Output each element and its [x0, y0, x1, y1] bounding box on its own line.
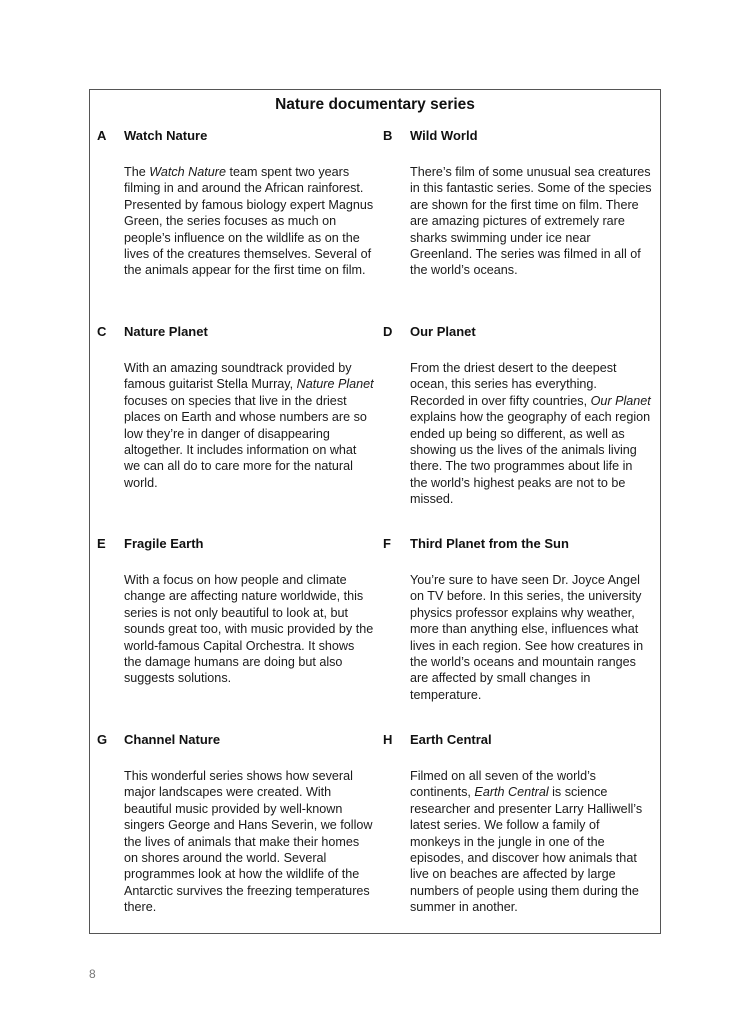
entry-letter: D — [383, 324, 393, 339]
entry-heading — [383, 128, 652, 146]
series-description: Filmed on all seven of the world’s continents, Earth Central is science researcher and presenter Larry Halliwell’s latest series. We follow a family of monkeys in the jungle in one of the episodes, and discover how animals that live on beaches are affected by large numbers of people using them during the summer in another. — [410, 769, 643, 915]
entry-letter: B — [383, 128, 393, 143]
page-title: Nature documentary series — [275, 96, 475, 113]
entry-b — [383, 128, 652, 279]
series-title-italic: Nature Planet — [296, 377, 374, 392]
series-title-italic: Watch Nature — [149, 165, 226, 179]
entry-letter: A — [97, 128, 107, 143]
entry-heading — [97, 128, 374, 146]
entry-heading — [97, 732, 374, 750]
series-name: Earth Central — [410, 732, 492, 747]
entry-c — [97, 324, 374, 491]
entry-a — [97, 128, 374, 279]
entry-letter: H — [383, 732, 393, 747]
entry-h — [383, 732, 652, 916]
series-description: There’s film of some unusual sea creatures in this fantastic series. Some of the species are shown for the first time on film. There are amazing pictures of extremely rare sharks swimming under ice near Greenland. The series was filmed in all of the world’s oceans. — [410, 165, 652, 278]
entry-letter: E — [97, 536, 106, 551]
entry-letter: C — [97, 324, 107, 339]
entry-e — [97, 536, 374, 687]
series-name: Third Planet from the Sun — [410, 536, 569, 551]
entry-g — [97, 732, 374, 916]
series-description: The Watch Nature team spent two years filming in and around the African rainforest. Presented by famous biology expert Magnus Green, the series focuses as much on people’s influence on the wildlife as on the lives of the creatures themselves. Several of the animals appear for the first time on film. — [124, 165, 374, 278]
series-name: Nature Planet — [124, 324, 208, 339]
series-description: With an amazing soundtrack provided by famous guitarist Stella Murray, Nature Planet focuses on species that live in the driest places on Earth and whose numbers are so low they’re in danger of disappearing altogether. It includes information on what we can all do to care more for the natural world. — [124, 361, 374, 490]
entry-d — [383, 324, 652, 508]
series-description: This wonderful series shows how several major landscapes were created. With beautiful music provided by well-known singers George and Hans Severin, we follow the lives of animals that make their homes on shores around the world. Several programmes look at how the wildlife of the Antarctic survives the freezing temperatures there. — [124, 769, 373, 915]
series-name: Watch Nature — [124, 128, 208, 143]
entry-f — [383, 536, 652, 703]
series-title-italic: Our Planet — [590, 393, 651, 408]
series-name: Our Planet — [410, 324, 476, 339]
entry-letter: G — [97, 732, 108, 747]
series-name: Channel Nature — [124, 732, 221, 747]
series-name: Wild World — [410, 128, 478, 143]
series-name: Fragile Earth — [124, 536, 204, 551]
entry-heading — [97, 536, 374, 554]
entry-letter: F — [383, 536, 391, 551]
page-number: 8 — [89, 967, 96, 981]
series-description: From the driest desert to the deepest ocean, this series has everything. Recorded in over fifty countries, Our Planet explains how the geography of each region ended up being so different, as well as showing us the lives of the animals living there. The two programmes about life in the world’s highest peaks are not to be missed. — [410, 361, 651, 507]
entry-heading — [383, 536, 652, 554]
series-title-italic: Earth Central — [474, 785, 549, 800]
series-description: You’re sure to have seen Dr. Joyce Angel on TV before. In this series, the university physics professor explains why weather, more than anything else, influences what lives in each region. See how creatures in the world’s oceans and mountain ranges are affected by small changes in temperature. — [410, 573, 644, 702]
entry-heading — [383, 732, 652, 750]
series-description: With a focus on how people and climate change are affecting nature worldwide, this series is not only beautiful to look at, but sounds great too, with music provided by the world-famous Capital Orchestra. It shows the damage humans are doing but also suggests solutions. — [124, 573, 374, 686]
entry-heading — [383, 324, 652, 342]
entry-heading — [97, 324, 374, 342]
